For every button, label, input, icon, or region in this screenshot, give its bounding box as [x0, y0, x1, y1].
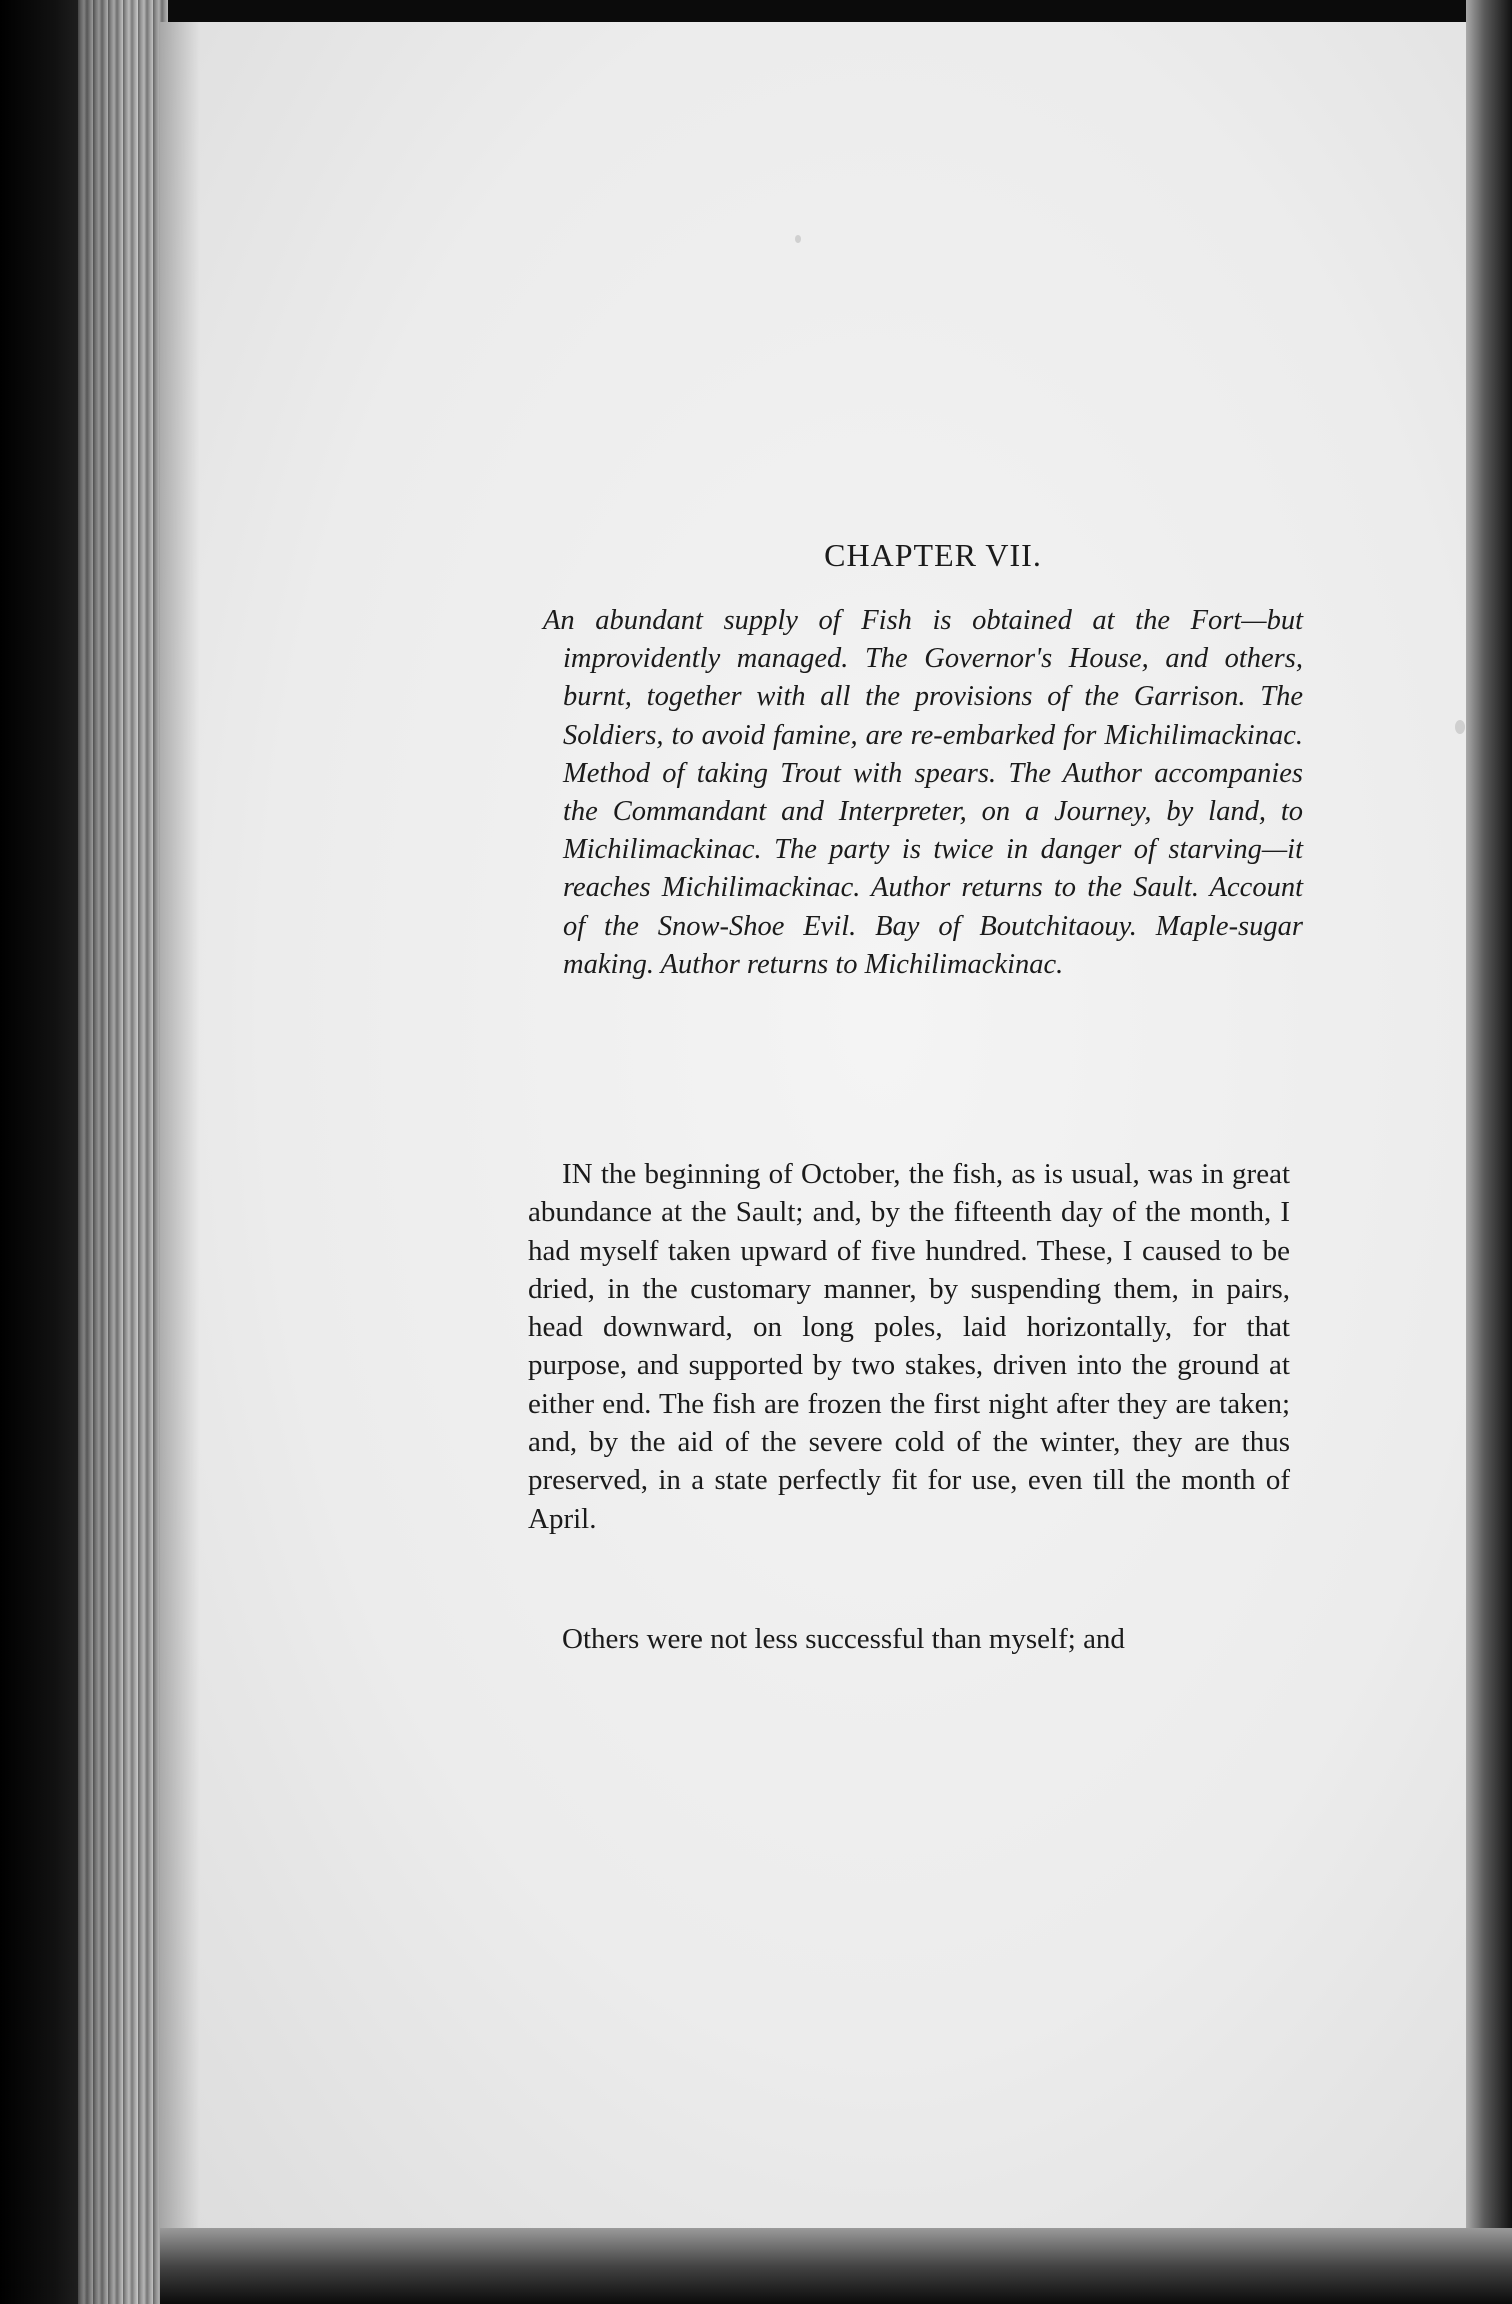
paper-speck — [1455, 720, 1465, 734]
chapter-synopsis: An abundant supply of Fish is obtained at the Fort—but improvidently managed. The Governor's House, and others, burnt, together with all the provisions of the Garrison. The Soldiers, to avoid famine, are re-embarked for Michilimackinac. Method of taking Trout with spears. The Author accompanies the Commandant and Interpreter, on a Journey, by land, to Michilimackinac. The party is twice in danger of starving—it reaches Michilimackinac. Author returns to the Sault. Account of the Snow-Shoe Evil. Bay of Boutchitaouy. Maple-sugar making. Author returns to Michilimackinac. — [543, 605, 1303, 980]
paper-speck — [795, 235, 801, 243]
chapter-heading: CHAPTER VII. — [824, 537, 1042, 573]
book-edge-shade — [78, 0, 168, 2304]
page-paper — [160, 22, 1470, 2232]
body-paragraph-2: Others were not less successful than myself; and — [562, 1623, 1125, 1655]
bottom-page-edge — [160, 2228, 1512, 2304]
body-paragraph-1: IN the beginning of October, the fish, as is usual, was in great abundance at the Sault; and, by the fifteenth day of the month, I had myself taken upward of five hundred. These, I caused to be dried, in the customary manner, by suspending them, in pairs, head downward, on long poles, laid horizontally, for that purpose, and supported by two stakes, driven into the ground at either end. The fish are frozen the first night after they are taken; and, by the aid of the severe cold of the winter, they are thus preserved, in a state perfectly fit for use, even till the month of April. — [528, 1158, 1290, 1535]
page-gutter-shadow — [160, 22, 200, 2232]
right-page-edge — [1466, 0, 1512, 2304]
